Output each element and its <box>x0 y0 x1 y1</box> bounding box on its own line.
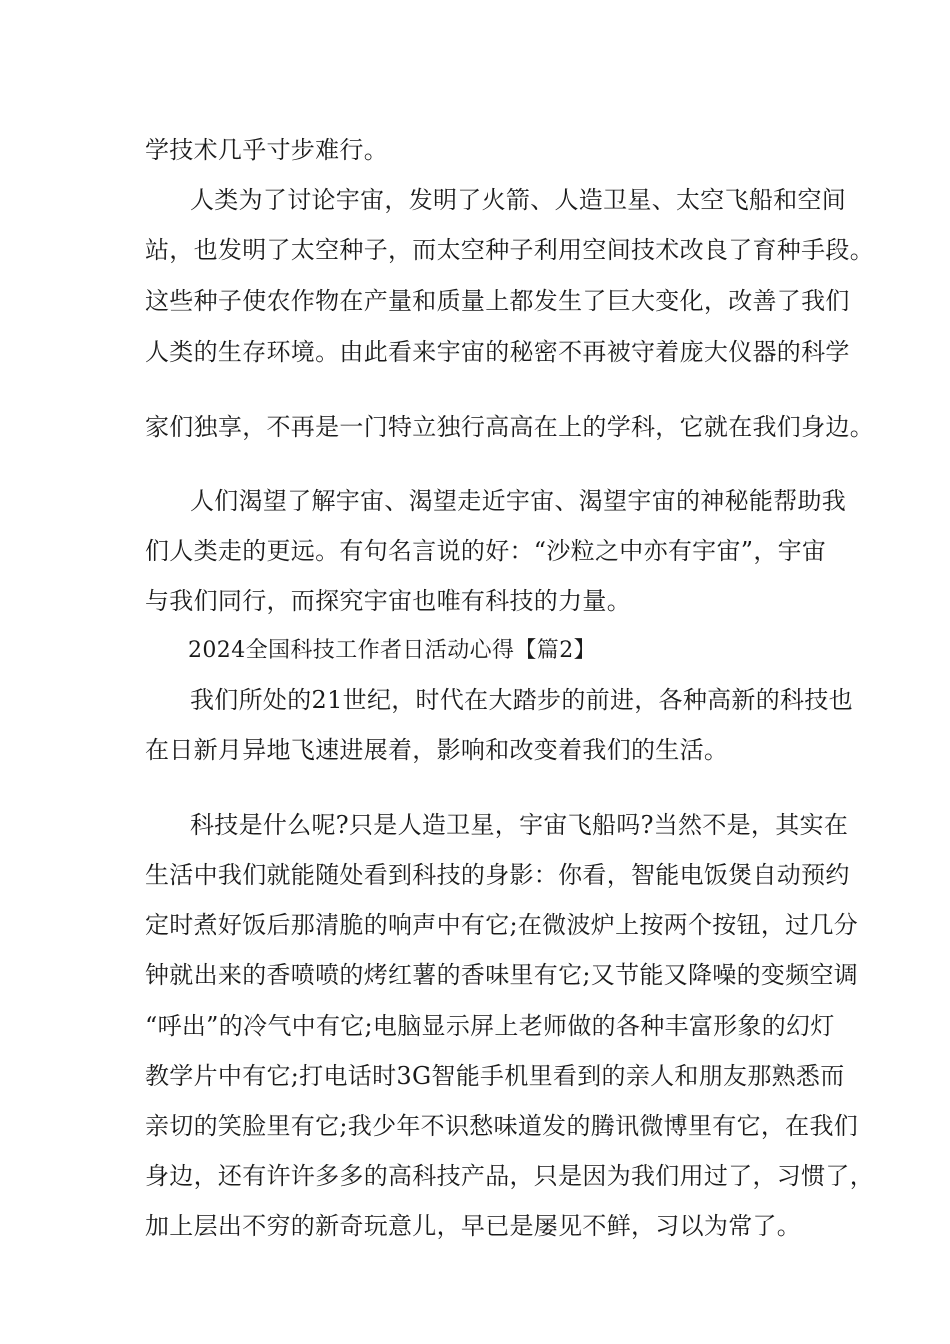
paragraph-line: 人类为了讨论宇宙，发明了火箭、人造卫星、太空飞船和空间 <box>190 186 847 214</box>
paragraph-line: 身边，还有许许多多的高科技产品，只是因为我们用过了，习惯了， <box>145 1162 874 1190</box>
section-heading: 2024全国科技工作者日活动心得【篇2】 <box>188 638 596 663</box>
paragraph-line: 人类的生存环境。由此看来宇宙的秘密不再被守着庞大仪器的科学 <box>145 338 850 366</box>
paragraph-line: 家们独享，不再是一门特立独行高高在上的学科，它就在我们身边。 <box>145 413 874 441</box>
paragraph-line: “呼出”的冷气中有它;电脑显示屏上老师做的各种丰富形象的幻灯 <box>145 1012 835 1040</box>
paragraph-line: 学技术几乎寸步难行。 <box>145 136 388 164</box>
paragraph-line: 人们渴望了解宇宙、渴望走近宇宙、渴望宇宙的神秘能帮助我 <box>190 487 847 515</box>
paragraph-line: 站，也发明了太空种子，而太空种子利用空间技术改良了育种手段。 <box>145 236 874 264</box>
paragraph-line: 亲切的笑脸里有它;我少年不识愁味道发的腾讯微博里有它，在我们 <box>145 1112 859 1140</box>
paragraph-line: 这些种子使农作物在产量和质量上都发生了巨大变化，改善了我们 <box>145 287 850 315</box>
paragraph-line: 在日新月异地飞速进展着，影响和改变着我们的生活。 <box>145 736 729 764</box>
paragraph-line: 教学片中有它;打电话时3G智能手机里看到的亲人和朋友那熟悉而 <box>145 1062 845 1090</box>
paragraph-line: 生活中我们就能随处看到科技的身影：你看，智能电饭煲自动预约 <box>145 861 850 889</box>
paragraph-line: 与我们同行，而探究宇宙也唯有科技的力量。 <box>145 587 631 615</box>
paragraph-line: 们人类走的更远。有句名言说的好：“沙粒之中亦有宇宙”，宇宙 <box>145 537 827 565</box>
paragraph-line: 科技是什么呢?只是人造卫星，宇宙飞船吗?当然不是，其实在 <box>190 811 849 839</box>
paragraph-line: 我们所处的21世纪，时代在大踏步的前进，各种高新的科技也 <box>190 686 853 714</box>
paragraph-line: 钟就出来的香喷喷的烤红薯的香味里有它;又节能又降噪的变频空调 <box>145 961 859 989</box>
paragraph-line: 加上层出不穷的新奇玩意儿，早已是屡见不鲜，习以为常了。 <box>145 1212 802 1240</box>
paragraph-line: 定时煮好饭后那清脆的响声中有它;在微波炉上按两个按钮，过几分 <box>145 911 859 939</box>
